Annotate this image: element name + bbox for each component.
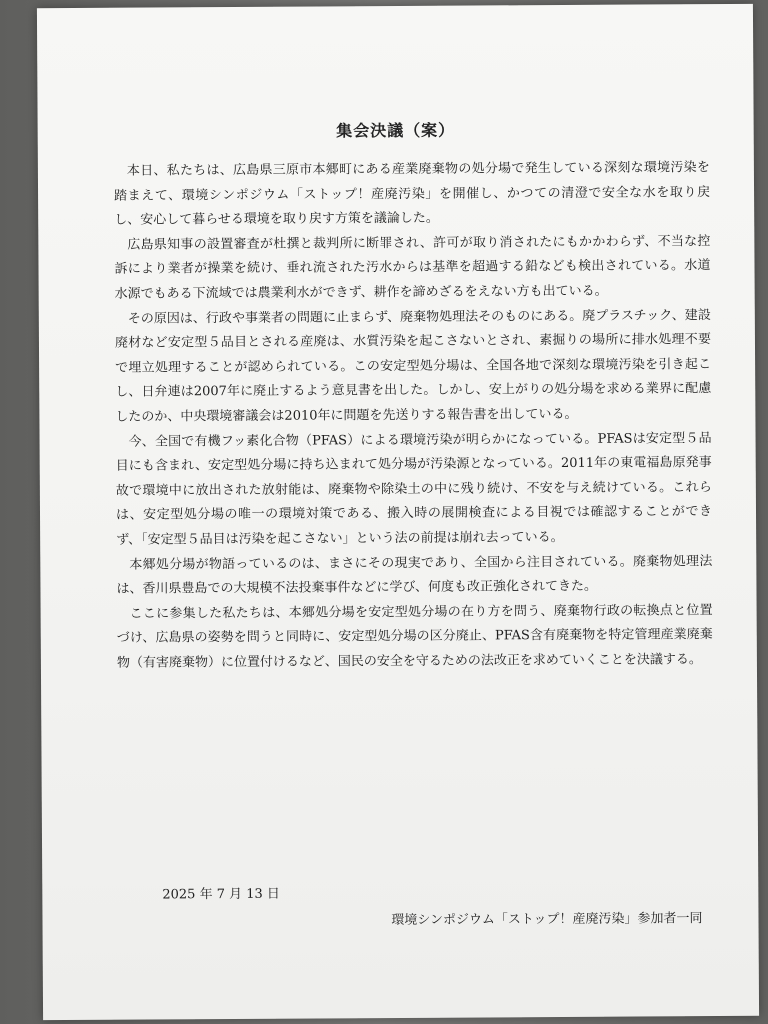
paragraph-5: 本郷処分場が物語っているのは、まさにその現実であり、全国から注目されている。廃棄物処理法は、香川県豊島での大規模不法投棄事件などに学び、何度も改正強化されてきた。 [116,553,713,597]
document-signature: 環境シンポジウム「ストップ！産廃汚染」参加者一同 [391,911,703,929]
paragraph-1: 本日、私たちは、広島県三原市本郷町にある産業廃棄物の処分場で発生している深刻な環境汚染を踏まえて、環境シンポジウム「ストップ！産廃汚染」を開催し、かつての清澄で安全な水を取り戻し、安心して暮らせる環境を取り戻す方策を議論した。 [114,160,711,228]
paragraph-6: ここに参集した私たちは、本郷処分場を安定型処分場の在り方を問う、廃棄物行政の転換点と位置づけ、広島県の姿勢を問うと同時に、安定型処分場の区分廃止、PFAS含有廃棄物を特定管理産業廃棄物（有害廃棄物）に位置付けるなど、国民の安全を守るための法改正を求めていくことを決議する。 [116,602,713,671]
paragraph-3: その原因は、行政や事業者の問題に止まらず、廃棄物処理法そのものにある。廃プラスチック、建設廃材など安定型５品目とされる産廃は、水質汚染を起こさないとされ、素掘りの場所に排水処理不要で埋立処理することが認められている。この安定型処分場は、全国各地で深刻な環境汚染を引き起こし、日弁連は2007年に廃止するよう意見書を出した。しかし、安上がりの処分場を求める業界に配慮したのか、中央環境審議会は2010年に問題を先送りする報告書を出している。 [114,307,712,425]
paragraph-4: 今、全国で有機フッ素化合物（PFAS）による環境汚染が明らかになっている。PFASは安定型５品目にも含まれ、安定型処分場に持ち込まれて処分場が汚染源となっている。2011年の東電福島原発事故で環境中に放出された放射能は、廃棄物や除染土の中に残り続け、不安を与え続けている。これらは、安定型処分場の唯一の環境対策である、搬入時の展開検査による目視では確認することができず、「安定型５品目は汚染を起こさない」という法の前提は崩れ去っている。 [115,430,713,548]
document-title: 集会決議（案） [336,120,456,141]
document-body [114,156,713,676]
document-paper [37,4,759,1020]
document-date: 2025 年 7 月 13 日 [162,886,280,903]
paragraph-2: 広島県知事の設置審査が杜撰と裁判所に断罪され、許可が取り消されたにもかかわらず、不当な控訴により業者が操業を続け、垂れ流された汚水からは基準を超過する鉛なども検出されている。水道水源でもある下流域では農業利水ができず、耕作を諦めざるをえない方も出ている。 [114,233,711,302]
